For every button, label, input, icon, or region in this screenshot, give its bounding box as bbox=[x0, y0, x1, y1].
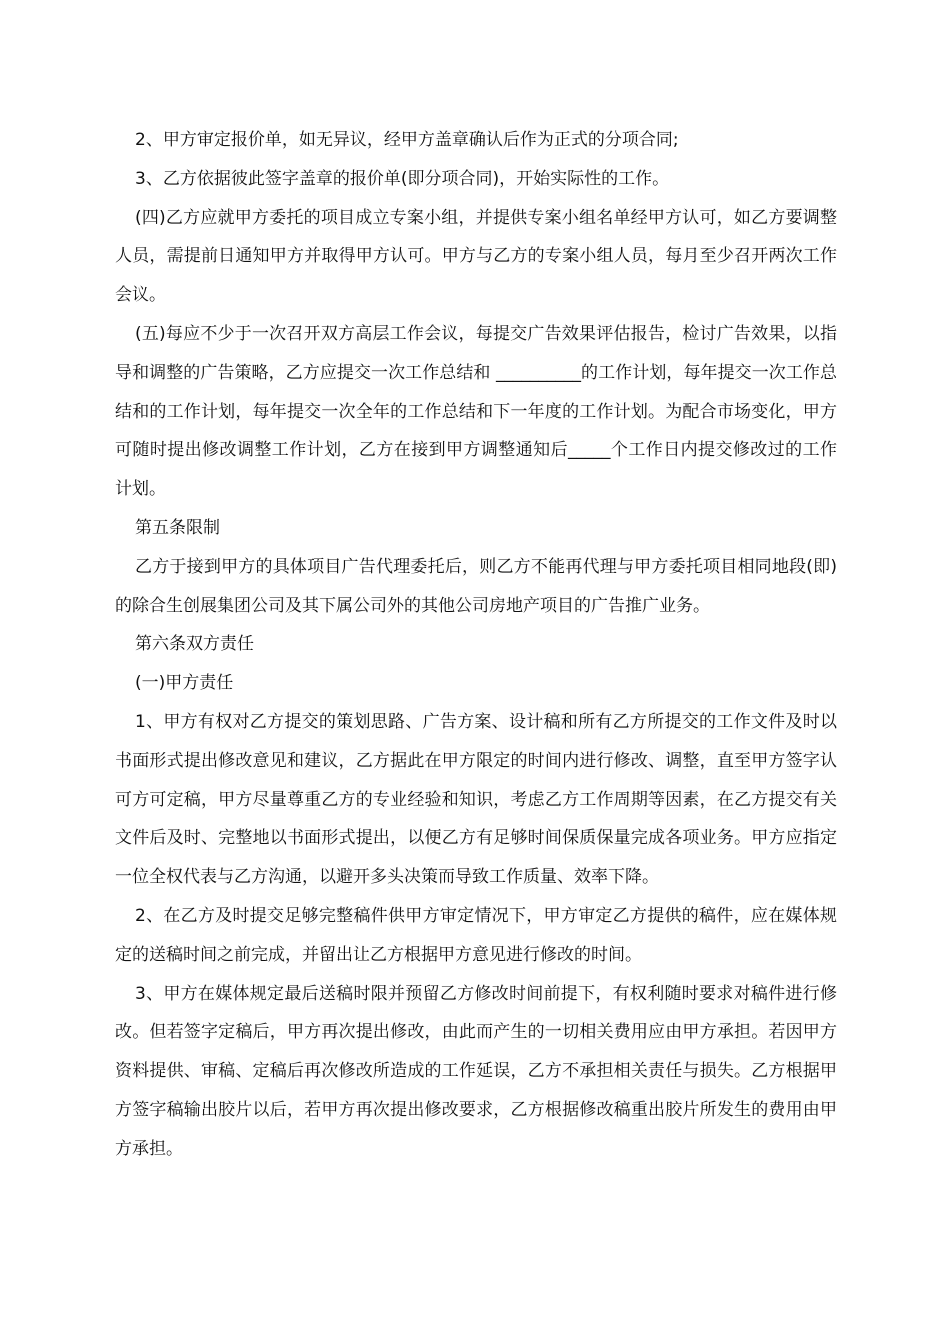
paragraph-party-a-duty-2: 2、在乙方及时提交足够完整稿件供甲方审定情况下，甲方审定乙方提供的稿件，应在媒体规定的送稿时间之前完成，并留出让乙方根据甲方意见进行修改的时间。 bbox=[115, 905, 837, 965]
paragraph-project-team: (四)乙方应就甲方委托的项目成立专案小组，并提供专案小组名单经甲方认可，如乙方要调整人员，需提前日通知甲方并取得甲方认可。甲方与乙方的专案小组人员，每月至少召开两次工作会议。 bbox=[115, 207, 837, 306]
section-heading-article-5: 第五条限制 bbox=[135, 517, 220, 538]
paragraph-quote-approval: 2、甲方审定报价单，如无异议，经甲方盖章确认后作为正式的分项合同; bbox=[135, 130, 679, 150]
paragraph-party-a-duty-3: 3、甲方在媒体规定最后送稿时限并预留乙方修改时间前提下，有权利随时要求对稿件进行修改。但若签字定稿后，甲方再次提出修改，由此而产生的一切相关费用应由甲方承担。若因甲方资料提供、审稿、定稿后再次修改所造成的工作延误，乙方不承担相关责任与损失。乙方根据甲方签字稿输出胶片以后，若甲方再次提出修改要求，乙方根据修改稿重出胶片所发生的费用由甲方承担。 bbox=[115, 983, 837, 1159]
paragraph-restriction: 乙方于接到甲方的具体项目广告代理委托后，则乙方不能再代理与甲方委托项目相同地段(即)的除合生创展集团公司及其下属公司外的其他公司房地产项目的广告推广业务。 bbox=[115, 556, 837, 616]
subsection-heading-party-a: (一)甲方责任 bbox=[135, 673, 234, 694]
paragraph-party-a-duty-1: 1、甲方有权对乙方提交的策划思路、广告方案、设计稿和所有乙方所提交的工作文件及时以书面形式提出修改意见和建议，乙方据此在甲方限定的时间内进行修改、调整，直至甲方签字认可方可定稿，甲方尽量尊重乙方的专业经验和知识，考虑乙方工作周期等因素，在乙方提交有关文件后及时、完整地以书面形式提出，以便乙方有足够时间保质保量完成各项业务。甲方应指定一位全权代表与乙方沟通，以避开多头决策而导致工作质量、效率下降。 bbox=[115, 711, 837, 888]
paragraph-meetings-reports: (五)每应不少于一次召开双方高层工作会议，每提交广告效果评估报告，检讨广告效果，以指导和调整的广告策略，乙方应提交一次工作总结和 __________的工作计划，每年提交一次工作总结和的工作计划，每年提交一次全年的工作总结和下一年度的工作计划。为配合市场变化，甲方可随时提出修改调整工作计划，乙方在接到甲方调整通知后_____个工作日内提交修改过的工作计划。 bbox=[115, 323, 837, 500]
section-heading-article-6: 第六条双方责任 bbox=[135, 634, 254, 655]
document-body bbox=[115, 121, 837, 1169]
paragraph-start-work: 3、乙方依据彼此签字盖章的报价单(即分项合同)，开始实际性的工作。 bbox=[135, 168, 670, 189]
